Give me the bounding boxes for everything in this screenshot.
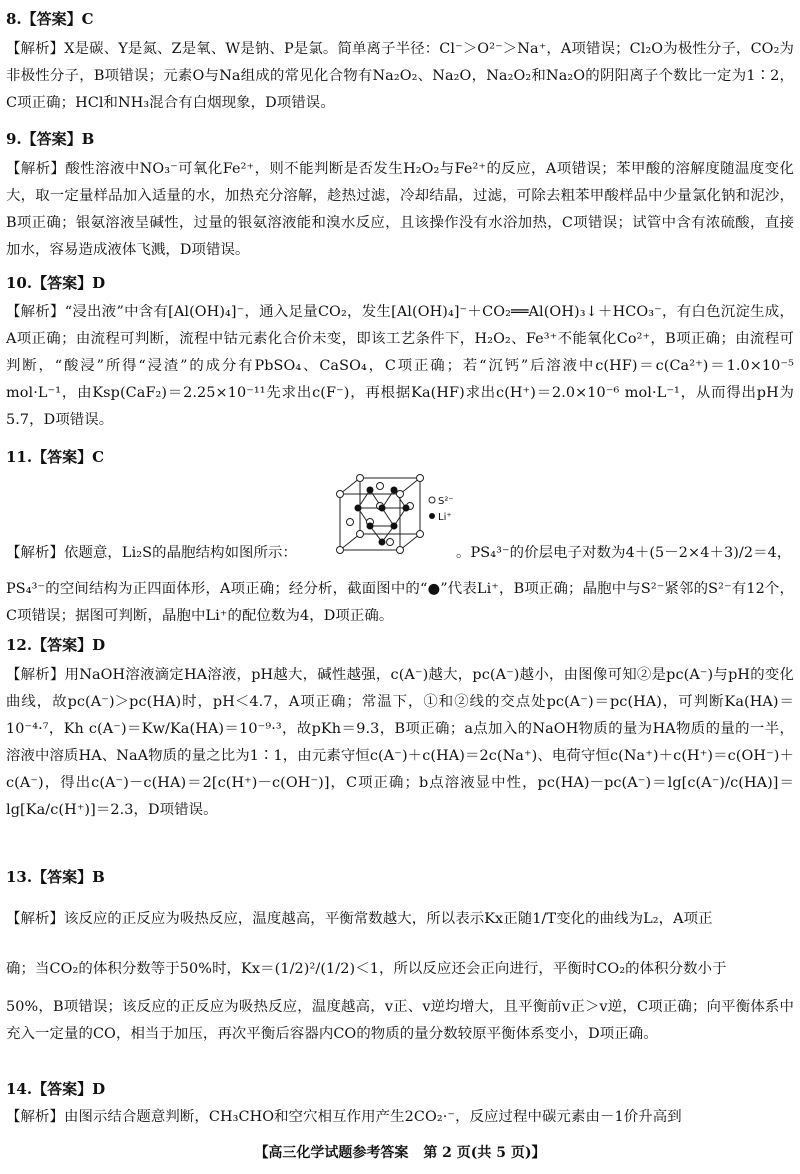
- s2-legend-label: S²⁻: [438, 496, 454, 507]
- q11-explanation-part1: 【解析】依题意，Li₂S的晶胞结构如图所示：: [6, 545, 298, 561]
- q11-answer-header: 11.【答案】C: [6, 448, 105, 466]
- q10-explanation: 【解析】“浸出液”中含有[Al(OH)₄]⁻，通入足量CO₂，发生[Al(OH)₄]⁻＋CO₂══Al(OH)₃↓＋HCO₃⁻，有白色沉淀生成，A项正确；由流程可判断，流程中钴元素化合价未变，即该工艺条件下，H₂O₂、Fe³⁺不能氧化Co²⁺，B项正确；由流程可判断，“酸浸”所得“浸渣”的成分有PbSO₄、CaSO₄，C项正确；若“沉钙”后溶液中c(HF)＝c(Ca²⁺)＝1.0×10⁻⁵ mol·L⁻¹，由Ksp(CaF₂)＝2.25×10⁻¹¹先求出c(F⁻)，再根据Ka(HF)求出c(H⁺)＝2.0×10⁻⁶ mol·L⁻¹，从而得出pH为5.7，D项错误。: [6, 304, 794, 428]
- q13-explanation-line2: 确；当CO₂的体积分数等于50%时，Kx＝(1/2)²/(1/2)＜1，所以反应还会正向进行，平衡时CO₂的体积分数小于: [6, 961, 727, 977]
- q10-answer-header: 10.【答案】D: [6, 274, 106, 292]
- page-footer: [0, 1142, 800, 1162]
- q8-explanation: 【解析】X是碳、Y是氮、Z是氧、W是钠、P是氯。简单离子半径：Cl⁻＞O²⁻＞Na⁺，A项错误；Cl₂O为极性分子，CO₂为非极性分子，B项错误；元素O与Na组成的常见化合物有Na₂O₂、Na₂O，Na₂O₂和Na₂O的阴阳离子个数比一定为1∶2，C项正确；HCl和NH₃混合有白烟现象，D项错误。: [6, 41, 794, 111]
- q12-explanation: 【解析】用NaOH溶液滴定HA溶液，pH越大，碱性越强，c(A⁻)越大，pc(A⁻)越小，由图像可知②是pc(A⁻)与pH的变化曲线，故pc(A⁻)＞pc(HA)时，pH＜4.7，A项正确；常温下，①和②线的交点处pc(A⁻)＝pc(HA)，可判断Ka(HA)＝10⁻⁴·⁷，Kh c(A⁻)＝Kw/Ka(HA)＝10⁻⁹·³，故pKh＝9.3，B项正确；a点加入的NaOH物质的量为HA物质的量的一半，溶液中溶质HA、NaA物质的量之比为1∶1，由元素守恒c(A⁻)＋c(HA)＝2c(Na⁺)、电荷守恒c(Na⁺)＋c(H⁺)＝c(OH⁻)＋c(A⁻)，得出c(A⁻)－c(HA)＝2[c(H⁺)－c(OH⁻)]，C项正确；b点溶液显中性，pc(HA)－pc(A⁻)＝lg[c(A⁻)/c(HA)]＝lg[Ka/c(H⁺)]＝2.3，D项错误。: [6, 667, 794, 818]
- q14-explanation: 【解析】由图示结合题意判断，CH₃CHO和空穴相互作用产生2CO₂·⁻，反应过程中碳元素由－1价升高到: [6, 1109, 682, 1125]
- q9-answer-header: 9.【答案】B: [6, 130, 95, 148]
- q11-explanation-part2: 。PS₄³⁻的价层电子对数为4＋(5－2×4＋3)/2＝4，: [456, 545, 792, 561]
- footer-title: 【高三化学试题参考答案: [254, 1145, 409, 1161]
- q8-answer-header: 8.【答案】C: [6, 10, 94, 28]
- q13-explanation-line3: 50%，B项错误；该反应的正反应为吸热反应，温度越高，v正、v逆均增大，且平衡前v正＞v逆，C项正确；向平衡体系中充入一定量的CO，相当于加压，再次平衡后容器内CO的物质的量分数较原平衡体系变小，D项正确。: [6, 999, 794, 1042]
- q12-answer-header: 12.【答案】D: [6, 636, 106, 654]
- q13-answer-header: 13.【答案】B: [6, 868, 105, 886]
- li-legend-icon: [429, 513, 435, 519]
- li2s-unit-cell-diagram: [330, 470, 460, 560]
- q14-answer-header: 14.【答案】D: [6, 1080, 106, 1098]
- s2-legend-icon: [429, 497, 435, 503]
- li-legend-label: Li⁺: [438, 512, 452, 523]
- footer-page-number: 第 2 页(共 5 页)】: [423, 1145, 546, 1161]
- q11-explanation-part3: PS₄³⁻的空间结构为正四面体形，A项正确；经分析，截面图中的“●”代表Li⁺，B项正确；晶胞中与S²⁻紧邻的S²⁻有12个，C项错误；据图可判断，晶胞中Li⁺的配位数为4，D项正确。: [6, 581, 794, 624]
- q9-explanation: 【解析】酸性溶液中NO₃⁻可氧化Fe²⁺，则不能判断是否发生H₂O₂与Fe²⁺的反应，A项错误；苯甲酸的溶解度随温度变化大，取一定量样品加入适量的水，加热充分溶解，趁热过滤，冷却结晶，过滤，可除去粗苯甲酸样品中少量氯化钠和泥沙，B项正确；银氨溶液呈碱性，过量的银氨溶液能和溴水反应，且该操作没有水浴加热，C项错误；试管中含有浓硫酸，直接加水，容易造成液体飞溅，D项错误。: [6, 161, 794, 258]
- q13-explanation-line1: 【解析】该反应的正反应为吸热反应，温度越高，平衡常数越大，所以表示Kx正随1/T变化的曲线为L₂，A项正: [6, 911, 713, 927]
